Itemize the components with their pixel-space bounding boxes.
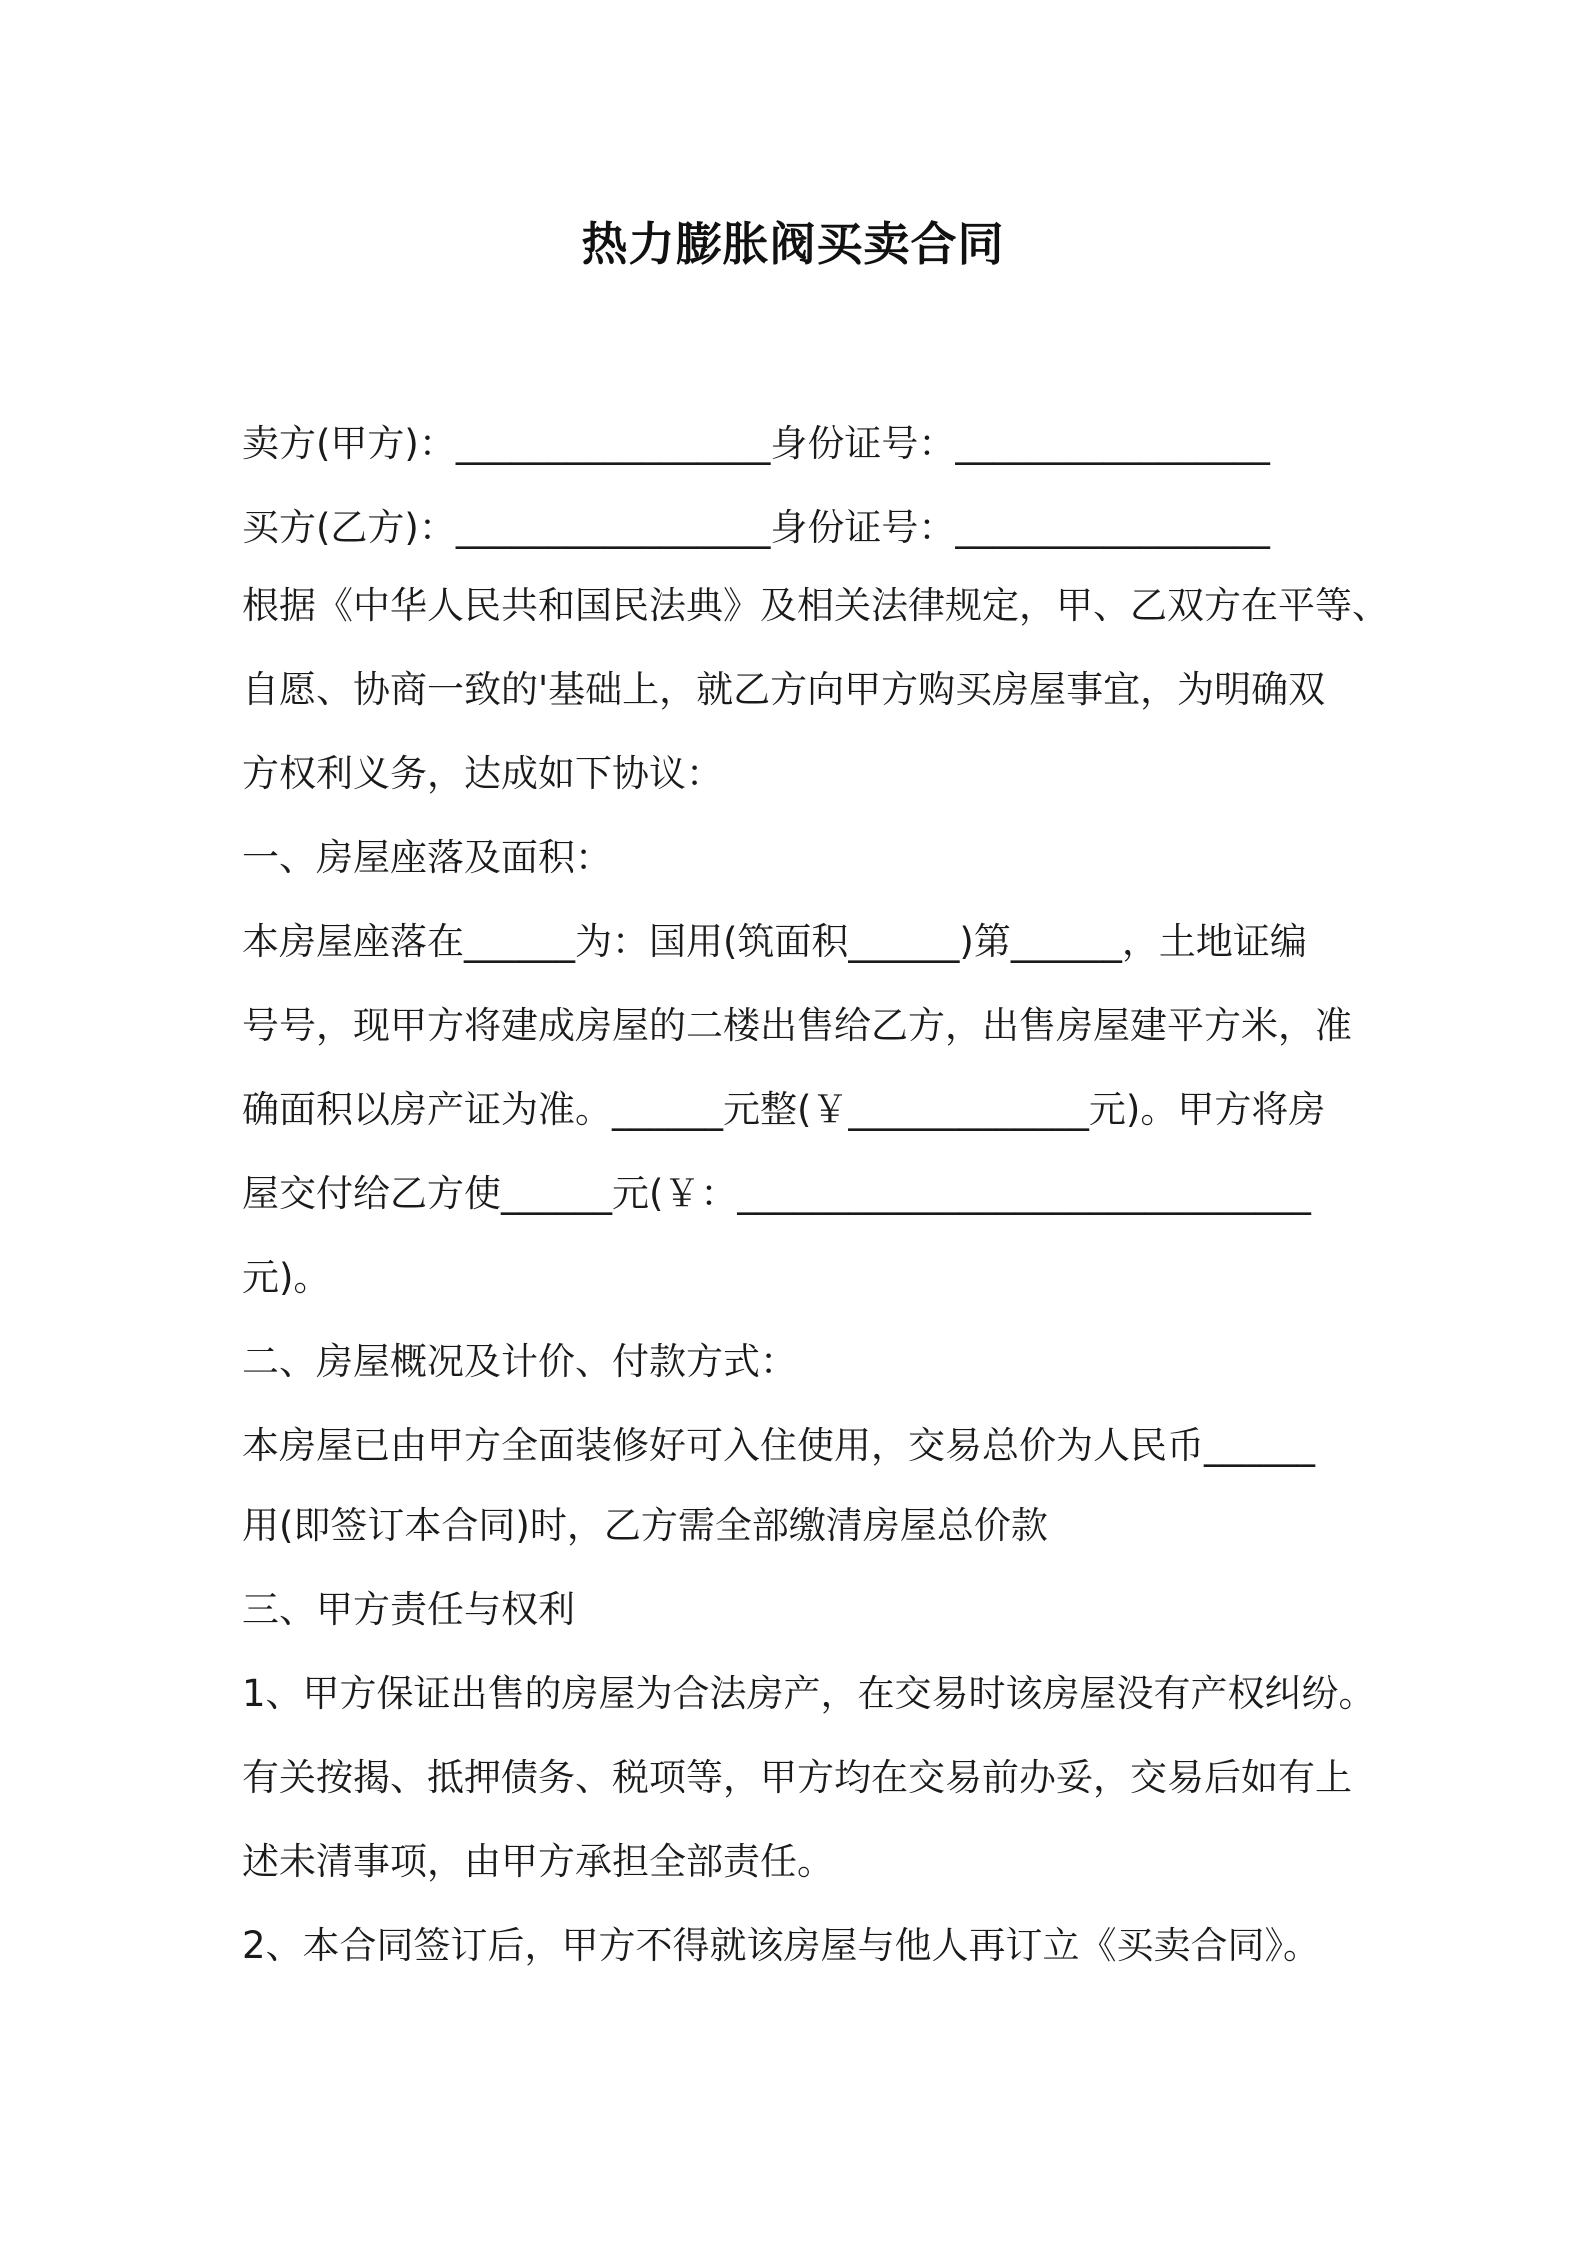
paragraph-line: 屋交付给乙方使______元(￥：_______________________________ — [242, 1172, 1311, 1215]
paragraph-line: 用(即签订本合同)时，乙方需全部缴清房屋总价款 — [242, 1504, 1048, 1547]
clause-line: 2、本合同签订后，甲方不得就该房屋与他人再订立《买卖合同》。 — [242, 1924, 1321, 1967]
section-heading: 一、房屋座落及面积： — [242, 836, 612, 879]
paragraph-line: 元)。 — [242, 1256, 331, 1299]
clause-line: 述未清事项，由甲方承担全部责任。 — [242, 1840, 834, 1883]
paragraph-line: 本房屋座落在______为：国用(筑面积______)第______，土地证编 — [242, 920, 1307, 963]
buyer-line: 买方(乙方)：_________________身份证号：_________________ — [242, 506, 1270, 549]
document-title: 热力膨胀阀买卖合同 — [581, 217, 1005, 271]
paragraph-line: 自愿、协商一致的'基础上，就乙方向甲方购买房屋事宜，为明确双 — [242, 668, 1326, 711]
section-heading: 二、房屋概况及计价、付款方式： — [242, 1340, 797, 1383]
clause-line: 1、甲方保证出售的房屋为合法房产，在交易时该房屋没有产权纠纷。 — [242, 1672, 1376, 1715]
seller-line: 卖方(甲方)：_________________身份证号：_________________ — [242, 422, 1270, 465]
paragraph-line: 确面积以房产证为准。______元整(￥_____________元)。甲方将房 — [242, 1088, 1326, 1131]
clause-line: 有关按揭、抵押债务、税项等，甲方均在交易前办妥，交易后如有上 — [242, 1756, 1352, 1799]
paragraph-line: 号号，现甲方将建成房屋的二楼出售给乙方，出售房屋建平方米，准 — [242, 1004, 1352, 1047]
paragraph-line: 本房屋已由甲方全面装修好可入住使用，交易总价为人民币______ — [242, 1424, 1315, 1467]
section-heading: 三、甲方责任与权利 — [242, 1588, 575, 1631]
paragraph-line: 根据《中华人民共和国民法典》及相关法律规定，甲、乙双方在平等、 — [242, 584, 1389, 627]
paragraph-line: 方权利义务，达成如下协议： — [242, 752, 723, 795]
